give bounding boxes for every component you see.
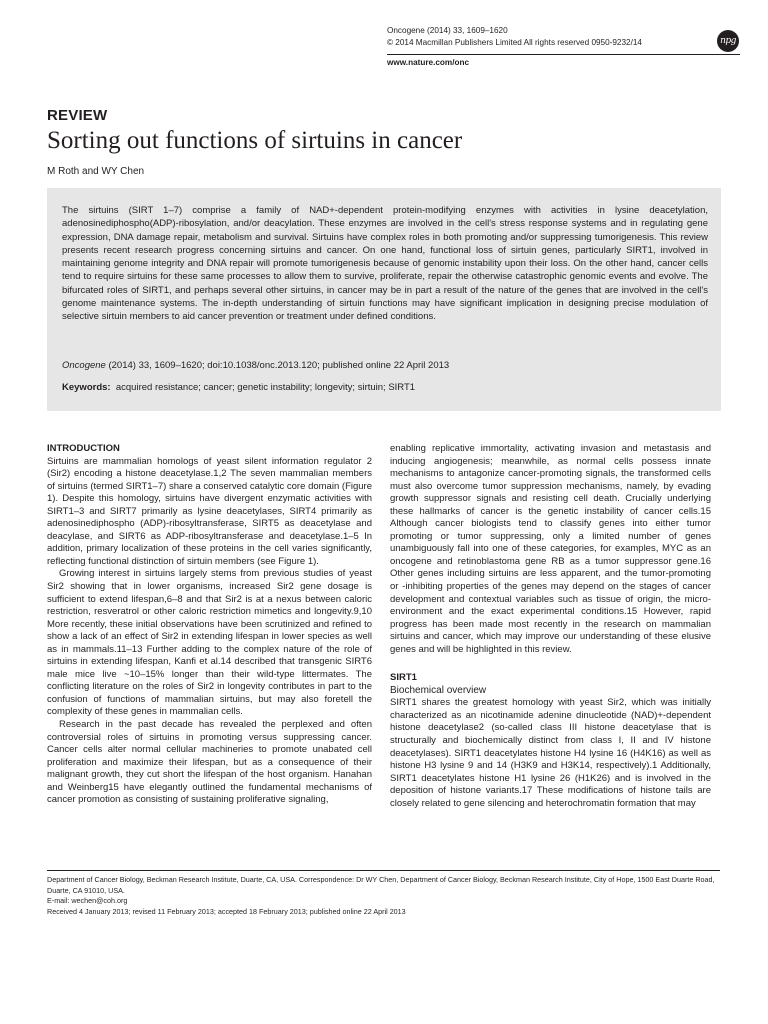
- footnote-rule: [47, 870, 720, 871]
- intro-paragraph-1: Sirtuins are mammalian homologs of yeast silent information regulator 2 (Sir2) encoding a histone deacetylase.1,2 The seven mammalian members of sirtuins (termed SIRT1–7) share a conserved catalytic core domain (Figure 1). Despite this homology, sirtuins have divergent enzymatic activities with SIRT1–3 and SIRT7 primarily as lysine deacetylases, SIRT4 primarily as adenosinediphospho (ADP)-ribosyltransferase, SIRT5 as deacetylase and deacylase, and SIRT6 as ADP-ribosyltransferase and deacetylase.1–5 In addition, primary localization of these proteins in the cell varies significantly, reflecting functional distinction of sirtuin members (see Figure 1).: [47, 455, 372, 567]
- sirt1-paragraph-1: SIRT1 shares the greatest homology with yeast Sir2, which was initially characterized as an nicotinamide adenine dinucleotide (NAD)+-dependent histone deacetylase2 (so-called class III histone deacetylase that is structurally and biochemically distinct from class I, II and IV histone deacetylases). SIRT1 deacetylates histone H4 lysine 16 (H4K16) as well as histone H3 lysine 9 and 14 (H3K9 and H3K14, respectively).1 Additionally, SIRT1 deacetylates histone H1 lysine 26 (H1K26) and is involved in the deposition of histone variants.17 These modifications of histone tails are closely related to gene silencing and heterochromatin formation that may: [390, 697, 711, 809]
- header-rule: [387, 54, 740, 55]
- article-title: Sorting out functions of sirtuins in cancer: [47, 127, 463, 154]
- journal-info: [387, 25, 642, 49]
- journal-line-2: © 2014 Macmillan Publishers Limited All rights reserved 0950-9232/14: [387, 38, 642, 47]
- abstract-text: The sirtuins (SIRT 1–7) comprise a family of NAD+-dependent protein-modifying enzymes with activities in lysine deacetylation, adenosinediphospho(ADP)-ribosylation, and/or deacylation. These enzymes are involved in the cell's stress response systems and in regulating gene expression, DNA damage repair, metabolism and survival. Sirtuins have complex roles in both promoting and/or suppressing tumorigenesis. This review presents recent research progress concerning sirtuins and cancer. On one hand, functional loss of sirtuin genes, particularly SIRT1, involved in maintaining genome integrity and DNA repair will promote tumorigenesis because of genomic instability upon their loss. On the other hand, cancer cells tend to require sirtuins for these same processes to allow them to survive, proliferate, repair the otherwise catastrophic genomic events and evolve. The bifurcated roles of SIRT1, and perhaps several other sirtuins, in cancer may be in part a result of the nature of the genes that are involved in the cell's genome maintenance systems. The in-depth understanding of sirtuin functions may have significant implication in designing precise modulation of selective sirtuin members to aid cancer prevention or treatment under defined conditions.: [62, 205, 708, 323]
- email-note[interactable]: E-mail: wechen@coh.org: [47, 896, 128, 906]
- intro-paragraph-2: Growing interest in sirtuins largely stems from previous studies of yeast Sir2 showing that in lower organisms, increased Sir2 gene dosage is sufficient to extend lifespan,6–8 and that Sir2 is at a nexus between caloric restriction, resveratrol or other caloric restriction mimetics and longevity.9,10 More recently, these initial observations have been scrutinized and refined to show a lack of an effect of Sir2 in extending lifespan in lower species as well as in mammals.11–13 Further adding to the complex nature of the role of sirtuins in extending lifespan, Kanfi et al.14 described that transgenic SIRT6 male mice live ~10–15% longer than their wild-type littermates. The conflicting literature on the roles of Sir2 in longevity contributes in part to the confusion of functions of mammalian sirtuins, but may also foretell the complexity of these genes in mammalian cells.: [47, 568, 372, 718]
- keywords-label: Keywords:: [62, 382, 111, 393]
- journal-line-1: Oncogene (2014) 33, 1609–1620: [387, 26, 508, 35]
- body-column-left: [47, 443, 372, 807]
- affiliation-note: Department of Cancer Biology, Beckman Research Institute, Duarte, CA, USA. Correspondence: Dr WY Chen, Department of Cancer Biology, Beckman Research Institute, City of Hope, 1500 East Duarte Road, Duarte, CA 91010, USA.: [47, 875, 715, 895]
- intro-paragraph-4: enabling replicative immortality, activating invasion and metastasis and inducing angiogenesis; meanwhile, as normal cells possess innate mechanisms to antagonize cancer-promoting signals, the transformed cells must also overcome tumor suppression mechanisms, namely, by evading growth suppressor signals and resisting cell death. Crucially underlying these hallmarks of cancer is the genetic instability of cancer cells.15 Although cancer biologists tend to classify genes into either tumor promoting or tumor suppressing, only a limited number of genes unambiguously fall into one of these categories, for examples, MYC as an oncogene and retinoblastoma gene RB as a tumor suppressor gene.16 Other genes including sirtuins are less apparent, and the tumor-promoting or -inhibiting properties of the genes may depend on the stages of cancer development and contextual variables such as tissue of origin, the microenvironment and the exact experimental conditions.15 However, rapid progress has been made most recently in the research on mammalian sirtuins and cancer, which may improve our understanding of these elusive genes and will be highlighted in this review.: [390, 443, 711, 655]
- section-label: REVIEW: [47, 107, 108, 124]
- sirt1-subheading: Biochemical overview: [390, 684, 487, 696]
- intro-heading: INTRODUCTION: [47, 443, 120, 454]
- body-column-right: [390, 443, 711, 810]
- journal-website-link[interactable]: www.nature.com/onc: [387, 58, 470, 67]
- keywords-line: [62, 382, 415, 393]
- citation-line: [62, 360, 449, 371]
- keywords-list: acquired resistance; cancer; genetic instability; longevity; sirtuin; SIRT1: [115, 382, 416, 393]
- citation-details: (2014) 33, 1609–1620; doi:10.1038/onc.2013.120; published online 22 April 2013: [105, 360, 450, 371]
- intro-paragraph-3: Research in the past decade has revealed the perplexed and often controversial roles of sirtuins in promoting versus suppressing cancer. Cancer cells alter normal cellular machineries to promote unabated cell proliferation and maximize their lifespan, but as a consequence of their malignant growth, they cut short the lifespan of the host organism. Hanahan and Weinberg15 have elegantly outlined the fundamental mechanisms of cancer promotion as consisting of sustaining proliferative signaling,: [47, 719, 372, 806]
- received-note: Received 4 January 2013; revised 11 February 2013; accepted 18 February 2013; published online 22 April 2013: [47, 907, 406, 917]
- footnotes: [47, 875, 720, 918]
- sirt1-heading: SIRT1: [390, 672, 417, 684]
- citation-journal: Oncogene: [62, 360, 106, 371]
- npg-logo: npg: [717, 30, 739, 52]
- authors: M Roth and WY Chen: [47, 166, 145, 177]
